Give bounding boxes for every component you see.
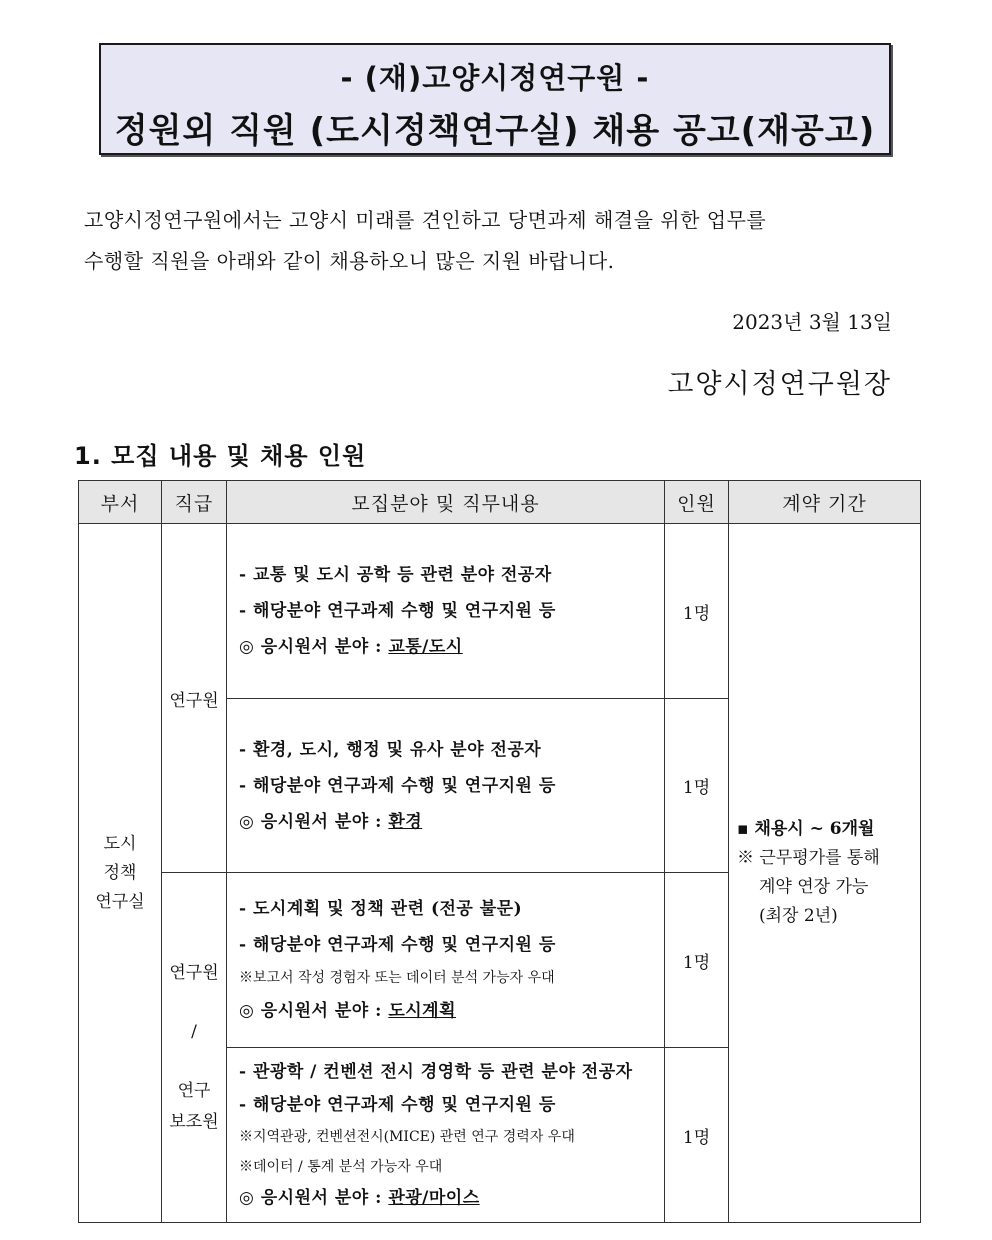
apply-field-line bbox=[239, 629, 664, 665]
apply-prefix: ◎ 응시원서 분야 : bbox=[239, 637, 389, 657]
apply-field-line bbox=[239, 993, 664, 1029]
duty-line: - 해당분야 연구과제 수행 및 연구지원 등 bbox=[239, 775, 556, 796]
dept-line: 연구실 bbox=[95, 891, 145, 912]
title-notice: 정원외 직원 (도시정책연구실) 채용 공고(재공고) bbox=[114, 111, 876, 151]
count-cell: 1명 bbox=[665, 1048, 729, 1223]
intro-paragraph bbox=[84, 200, 924, 282]
duty-line: - 교통 및 도시 공학 등 관련 분야 전공자 bbox=[239, 565, 552, 585]
note-line: ※데이터 / 통계 분석 가능자 우대 bbox=[239, 1158, 443, 1175]
count-cell: 1명 bbox=[665, 699, 729, 873]
table-row bbox=[79, 524, 921, 699]
apply-field-line bbox=[239, 1182, 664, 1215]
duty-line: - 관광학 / 컨벤션 전시 경영학 등 관련 분야 전공자 bbox=[239, 1061, 633, 1082]
duty-line: - 해당분야 연구과제 수행 및 연구지원 등 bbox=[239, 1094, 556, 1115]
count-cell: 1명 bbox=[665, 873, 729, 1048]
duty-line: - 환경, 도시, 행정 및 유사 분야 전공자 bbox=[239, 739, 542, 760]
contract-line: ※ 근무평가를 통해 bbox=[737, 848, 880, 868]
dept-cell bbox=[79, 524, 162, 1223]
header-rank: 직급 bbox=[162, 481, 227, 524]
header-duty: 모집분야 및 직무내용 bbox=[227, 481, 665, 524]
rank-spacer bbox=[162, 1048, 226, 1076]
contract-cell bbox=[729, 524, 921, 1223]
rank-spacer bbox=[162, 989, 226, 1017]
contract-line: 계약 연장 가능 bbox=[759, 877, 869, 897]
duty-cell bbox=[227, 873, 665, 1048]
duty-line: - 도시계획 및 정책 관련 (전공 불문) bbox=[239, 899, 523, 919]
rank-cell bbox=[162, 524, 227, 873]
section-heading: 1. 모집 내용 및 채용 인원 bbox=[74, 442, 367, 470]
apply-field-line bbox=[239, 804, 664, 840]
title-organization: - (재)고양시정연구원 - bbox=[340, 61, 650, 95]
apply-field: 관광/마이스 bbox=[388, 1187, 480, 1208]
signer: 고양시정연구원장 bbox=[667, 369, 892, 400]
note-line: ※지역관광, 컨벤션전시(MICE) 관련 연구 경력자 우대 bbox=[239, 1128, 575, 1145]
header-count: 인원 bbox=[665, 481, 729, 524]
title-box bbox=[99, 43, 891, 155]
rank-label: 연구원 bbox=[169, 962, 219, 983]
dept-line: 정책 bbox=[103, 862, 137, 883]
header-dept: 부서 bbox=[79, 481, 162, 524]
contract-line: ▪ 채용시 ~ 6개월 bbox=[737, 819, 875, 839]
duty-cell bbox=[227, 699, 665, 873]
duty-cell bbox=[227, 524, 665, 699]
duty-cell bbox=[227, 1048, 665, 1223]
note-line: ※보고서 작성 경험자 또는 데이터 분석 가능자 우대 bbox=[239, 970, 555, 986]
rank-cell bbox=[162, 873, 227, 1223]
intro-line-1: 고양시정연구원에서는 고양시 미래를 견인하고 당면과제 해결을 위한 업무를 bbox=[84, 208, 767, 232]
contract-line: (최장 2년) bbox=[759, 906, 838, 926]
intro-line-2: 수행할 직원을 아래와 같이 채용하오니 많은 지원 바랍니다. bbox=[84, 249, 615, 273]
rank-label: 보조원 bbox=[169, 1111, 219, 1132]
apply-field: 도시계획 bbox=[388, 1001, 457, 1021]
duty-line: - 해당분야 연구과제 수행 및 연구지원 등 bbox=[239, 935, 556, 955]
apply-prefix: ◎ 응시원서 분야 : bbox=[239, 1187, 389, 1208]
table-header-row bbox=[79, 481, 921, 524]
apply-field: 교통/도시 bbox=[388, 637, 463, 657]
rank-label: 연구 bbox=[177, 1080, 211, 1101]
count-cell: 1명 bbox=[665, 524, 729, 699]
apply-prefix: ◎ 응시원서 분야 : bbox=[239, 1001, 389, 1021]
rank-label: / bbox=[191, 1021, 197, 1042]
header-contract: 계약 기간 bbox=[729, 481, 921, 524]
notice-date: 2023년 3월 13일 bbox=[732, 310, 892, 334]
apply-prefix: ◎ 응시원서 분야 : bbox=[239, 811, 389, 832]
dept-line: 도시 bbox=[103, 833, 137, 854]
recruitment-table bbox=[78, 480, 921, 1223]
apply-field: 환경 bbox=[388, 811, 423, 832]
duty-line: - 해당분야 연구과제 수행 및 연구지원 등 bbox=[239, 601, 556, 621]
rank-label: 연구원 bbox=[169, 690, 219, 711]
